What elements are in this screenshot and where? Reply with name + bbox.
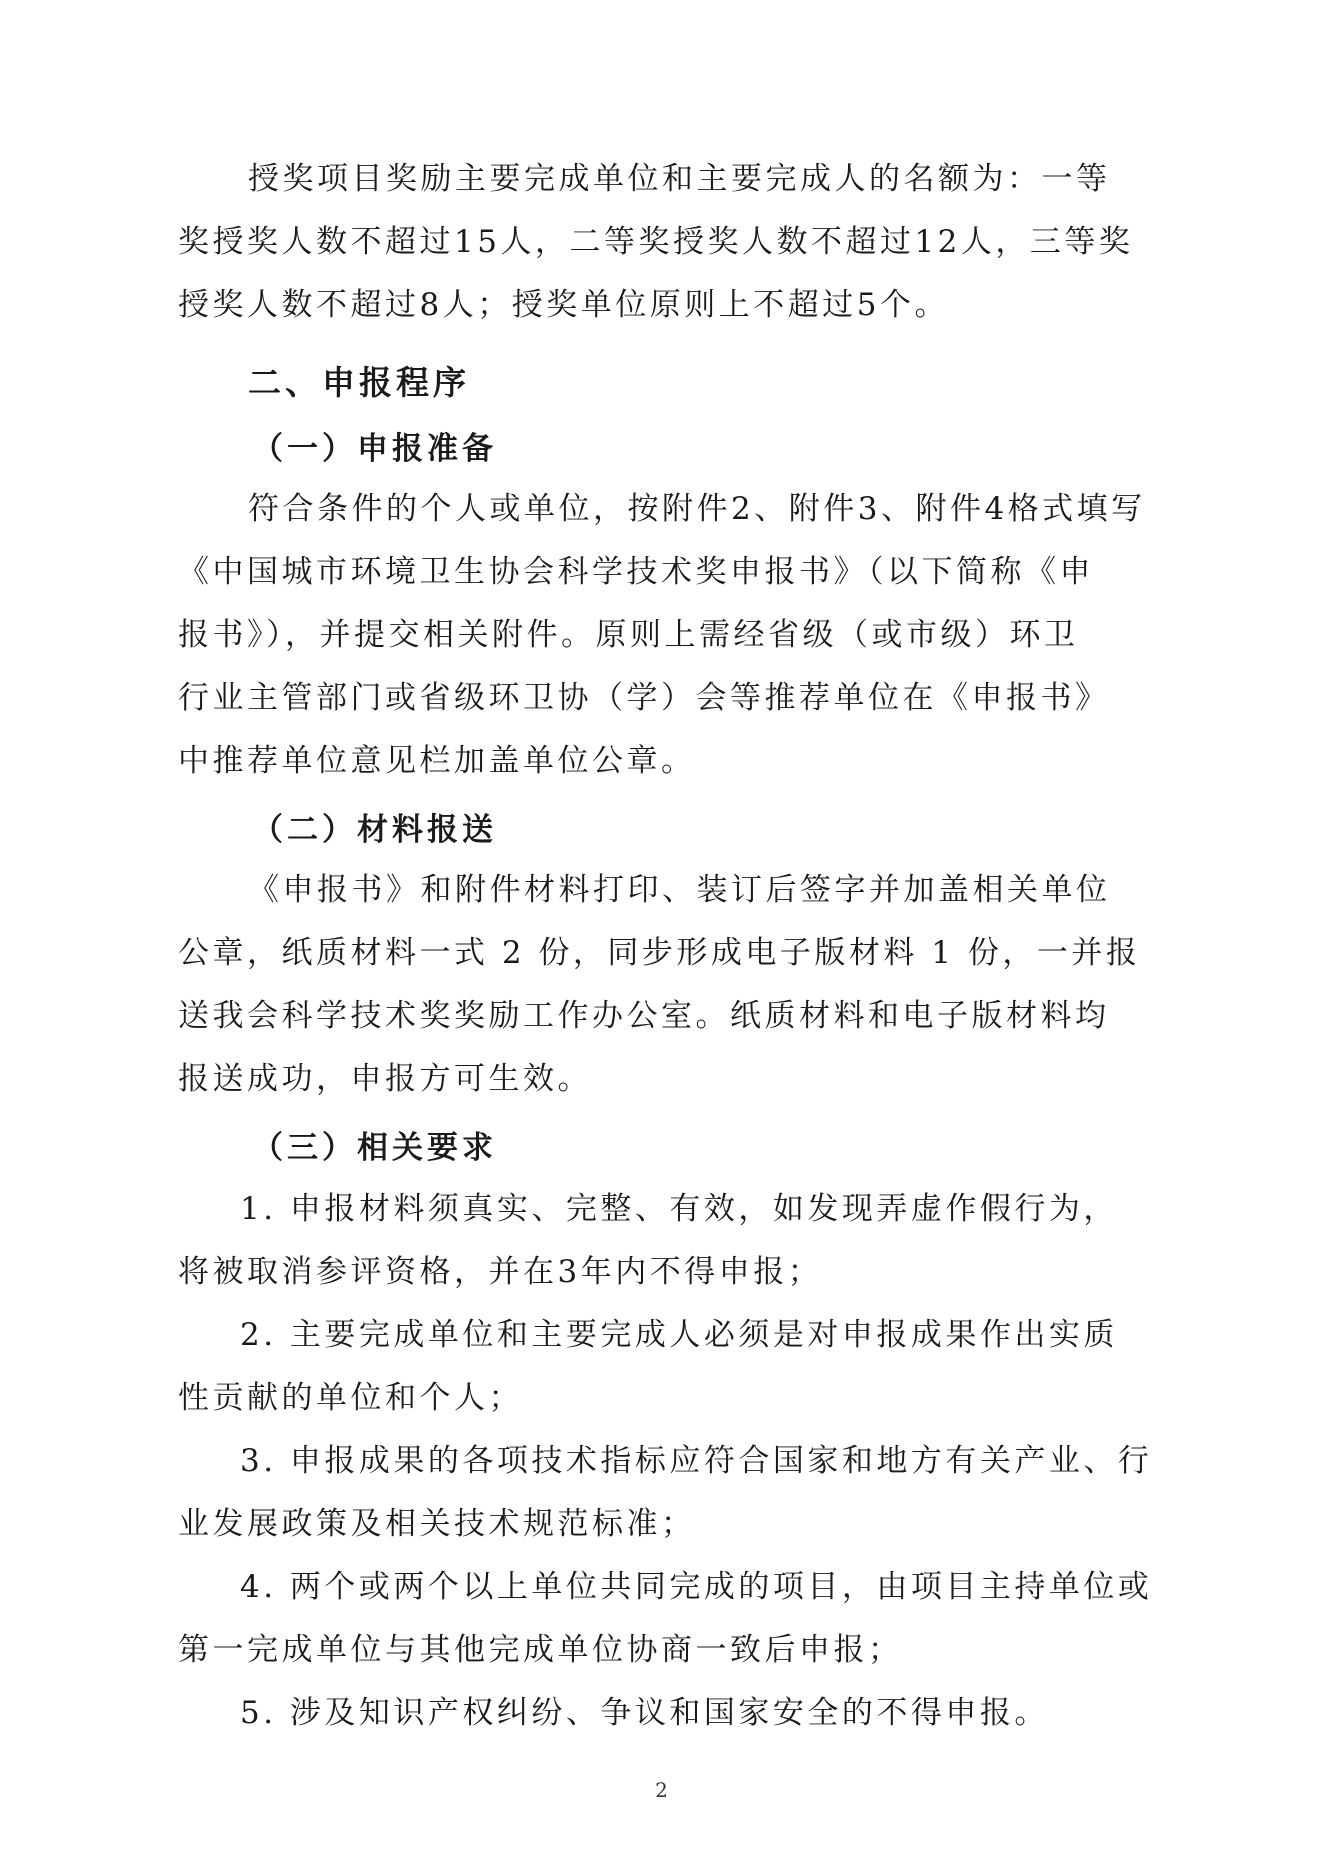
text-line: 中推荐单位意见栏加盖单位公章。	[178, 743, 696, 779]
text-line: 业发展政策及相关技术规范标准；	[178, 1506, 696, 1542]
text-line: 1. 申报材料须真实、完整、有效，如发现弄虚作假行为，	[240, 1191, 1118, 1227]
list-item	[178, 1556, 1158, 1682]
list-item	[178, 1304, 1158, 1430]
subsection-heading: （三）相关要求	[252, 1130, 497, 1166]
text-line: 《中国城市环境卫生协会科学技术奖申报书》（以下简称《申	[178, 554, 1094, 590]
text-line: 公章，纸质材料一式 2 份，同步形成电子版材料 1 份，一并报	[178, 935, 1141, 971]
application-preparation-paragraph	[178, 478, 1158, 793]
list-item	[178, 1430, 1158, 1556]
list-item	[178, 1178, 1158, 1304]
section-heading: 二、申报程序	[248, 363, 470, 402]
materials-submission-paragraph	[178, 859, 1158, 1111]
intro-paragraph	[178, 148, 1158, 337]
text-line: 2. 主要完成单位和主要完成人必须是对申报成果作出实质	[240, 1317, 1118, 1353]
text-line: 《申报书》和附件材料打印、装订后签字并加盖相关单位	[248, 872, 1111, 908]
text-line: 授奖项目奖励主要完成单位和主要完成人的名额为：一等	[248, 161, 1111, 197]
text-line: 4. 两个或两个以上单位共同完成的项目，由项目主持单位或	[240, 1569, 1153, 1605]
text-line: 符合条件的个人或单位，按附件2、附件3、附件4格式填写	[248, 491, 1146, 527]
text-line: 将被取消参评资格，并在3年内不得申报；	[178, 1254, 823, 1290]
text-line: 授奖人数不超过8人；授奖单位原则上不超过5个。	[178, 287, 949, 323]
list-item	[178, 1682, 1158, 1745]
requirements-list	[178, 1178, 1158, 1745]
text-line: 报送成功，申报方可生效。	[178, 1061, 592, 1097]
text-line: 3. 申报成果的各项技术指标应符合国家和地方有关产业、行	[240, 1443, 1153, 1479]
page-number: 2	[655, 1778, 668, 1802]
subsection-heading: （二）材料报送	[252, 812, 497, 848]
text-line: 奖授奖人数不超过15人，二等奖授奖人数不超过12人，三等奖	[178, 224, 1134, 260]
subsection-heading: （一）申报准备	[252, 431, 497, 467]
text-line: 送我会科学技术奖奖励工作办公室。纸质材料和电子版材料均	[178, 998, 1110, 1034]
text-line: 行业主管部门或省级环卫协（学）会等推荐单位在《申报书》	[178, 680, 1110, 716]
text-line: 性贡献的单位和个人；	[178, 1380, 523, 1416]
text-line: 报书》），并提交相关附件。原则上需经省级（或市级）环卫	[178, 617, 1079, 653]
text-line: 5. 涉及知识产权纠纷、争议和国家安全的不得申报。	[240, 1695, 1049, 1731]
text-line: 第一完成单位与其他完成单位协商一致后申报；	[178, 1632, 903, 1668]
